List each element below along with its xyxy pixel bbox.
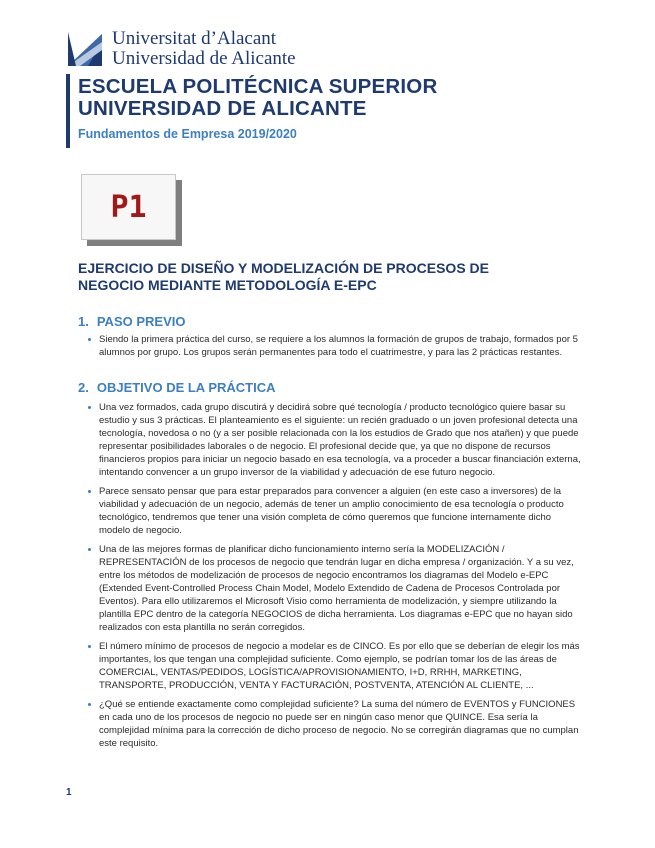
list-item: Siendo la primera práctica del curso, se requiere a los alumnos la formación de grupos de trabajo, formados por 5 alumnos por grupo. Los grupos serán permanentes para todo el cuatrimestre, y para las 2 prácticas restantes. — [88, 333, 583, 359]
exercise-title: EJERCICIO DE DISEÑO Y MODELIZACIÓN DE PROCESOS DE NEGOCIO MEDIANTE METODOLOGÍA E-EPC — [78, 260, 489, 293]
section-heading-objetivo — [78, 380, 276, 395]
bullet-list-paso-previo — [88, 333, 583, 365]
list-item: Una de las mejores formas de planificar dicho funcionamiento interno sería la MODELIZACIÓN / REPRESENTACIÓN de los procesos de negocio que tendrán lugar en dicha empresa / organización. Y a su vez, entre los métodos de modelización de procesos de negocio encontramos los diagramas del Modelo e-EPC (Extended Event-Controlled Process Chain Model, Modelo Extendido de Cadena de Procesos Controlada por Eventos). Para ello utilizaremos el Microsoft Visio como herramienta de modelización, y siempre utilizando la plantilla EPC dentro de la categoría NEGOCIOS de dicha herramienta. Los diagramas e-EPC que no hayan sido realizados con esta plantilla no serán corregidos. — [88, 543, 583, 634]
school-title-line1: ESCUELA POLITÉCNICA SUPERIOR — [78, 75, 438, 98]
title-accent-bar — [66, 74, 70, 148]
practice-badge-label: P1 — [110, 189, 147, 225]
university-logo-icon — [66, 30, 104, 68]
list-item: El número mínimo de procesos de negocio a modelar es de CINCO. Es por ello que se deberían de elegir los más importantes, los que tengan una complejidad suficiente. Como ejemplo, se podrían tomar los de las áreas de COMERCIAL, VENTAS/PEDIDOS, LOGÍSTICA/APROVISIONAMIENTO, I+D, RRHH, MARKETING, TRANSPORTE, PRODUCCIÓN, VENTA Y FACTURACIÓN, POSTVENTA, ATENCIÓN AL CLIENTE, ... — [88, 640, 583, 692]
section-number: 1. — [78, 314, 89, 329]
university-name-es: Universidad de Alicante — [112, 48, 296, 69]
university-name-ca: Universitat d’Alacant — [112, 28, 277, 49]
list-item: ¿Qué se entiende exactamente como complejidad suficiente? La suma del número de EVENTOS y FUNCIONES en cada uno de los procesos de negocio no puede ser en ningún caso menor que QUINCE. Esa sería la complejidad mínima para la corrección de dicho proceso de negocio. No se corregirán diagramas que no cumplan este requisito. — [88, 698, 583, 750]
page-number: 1 — [66, 787, 72, 798]
section-heading-paso-previo — [78, 314, 185, 329]
practice-badge — [81, 174, 176, 240]
section-number: 2. — [78, 380, 89, 395]
section-title: PASO PREVIO — [96, 314, 186, 329]
list-item: Una vez formados, cada grupo discutirá y decidirá sobre qué tecnología / producto tecnológico quiere basar su estudio y sus 3 prácticas. El planteamiento es el siguiente: un recién graduado o un joven profesional detecta una tecnología, novedosa o no (y a ser posible relacionada con la los estudios de Grado que nos atañen) y que puede representar posibilidades laborales o de negocio. El profesional decide que, ya que no dispone de recursos financieros propios para iniciar un negocio basado en esa tecnología, va a proceder a buscar financiación externa, intentando convencer a un grupo inversor de la viabilidad y adecuación de ese futuro negocio. — [88, 401, 583, 479]
school-title-line2: UNIVERSIDAD DE ALICANTE — [78, 97, 367, 120]
course-subtitle: Fundamentos de Empresa 2019/2020 — [78, 127, 297, 141]
school-title — [78, 76, 437, 120]
bullet-list-objetivo — [88, 401, 583, 756]
list-item: Parece sensato pensar que para estar preparados para convencer a alguien (en este caso a inversores) de la viabilidad y adecuación de un negocio, además de tener un amplio conocimiento de esa tecnología o producto tecnológico, tendremos que tener una visión completa de cómo queremos que funcione internamente dicho modelo de negocio. — [88, 485, 583, 537]
section-title: OBJETIVO DE LA PRÁCTICA — [96, 380, 276, 395]
